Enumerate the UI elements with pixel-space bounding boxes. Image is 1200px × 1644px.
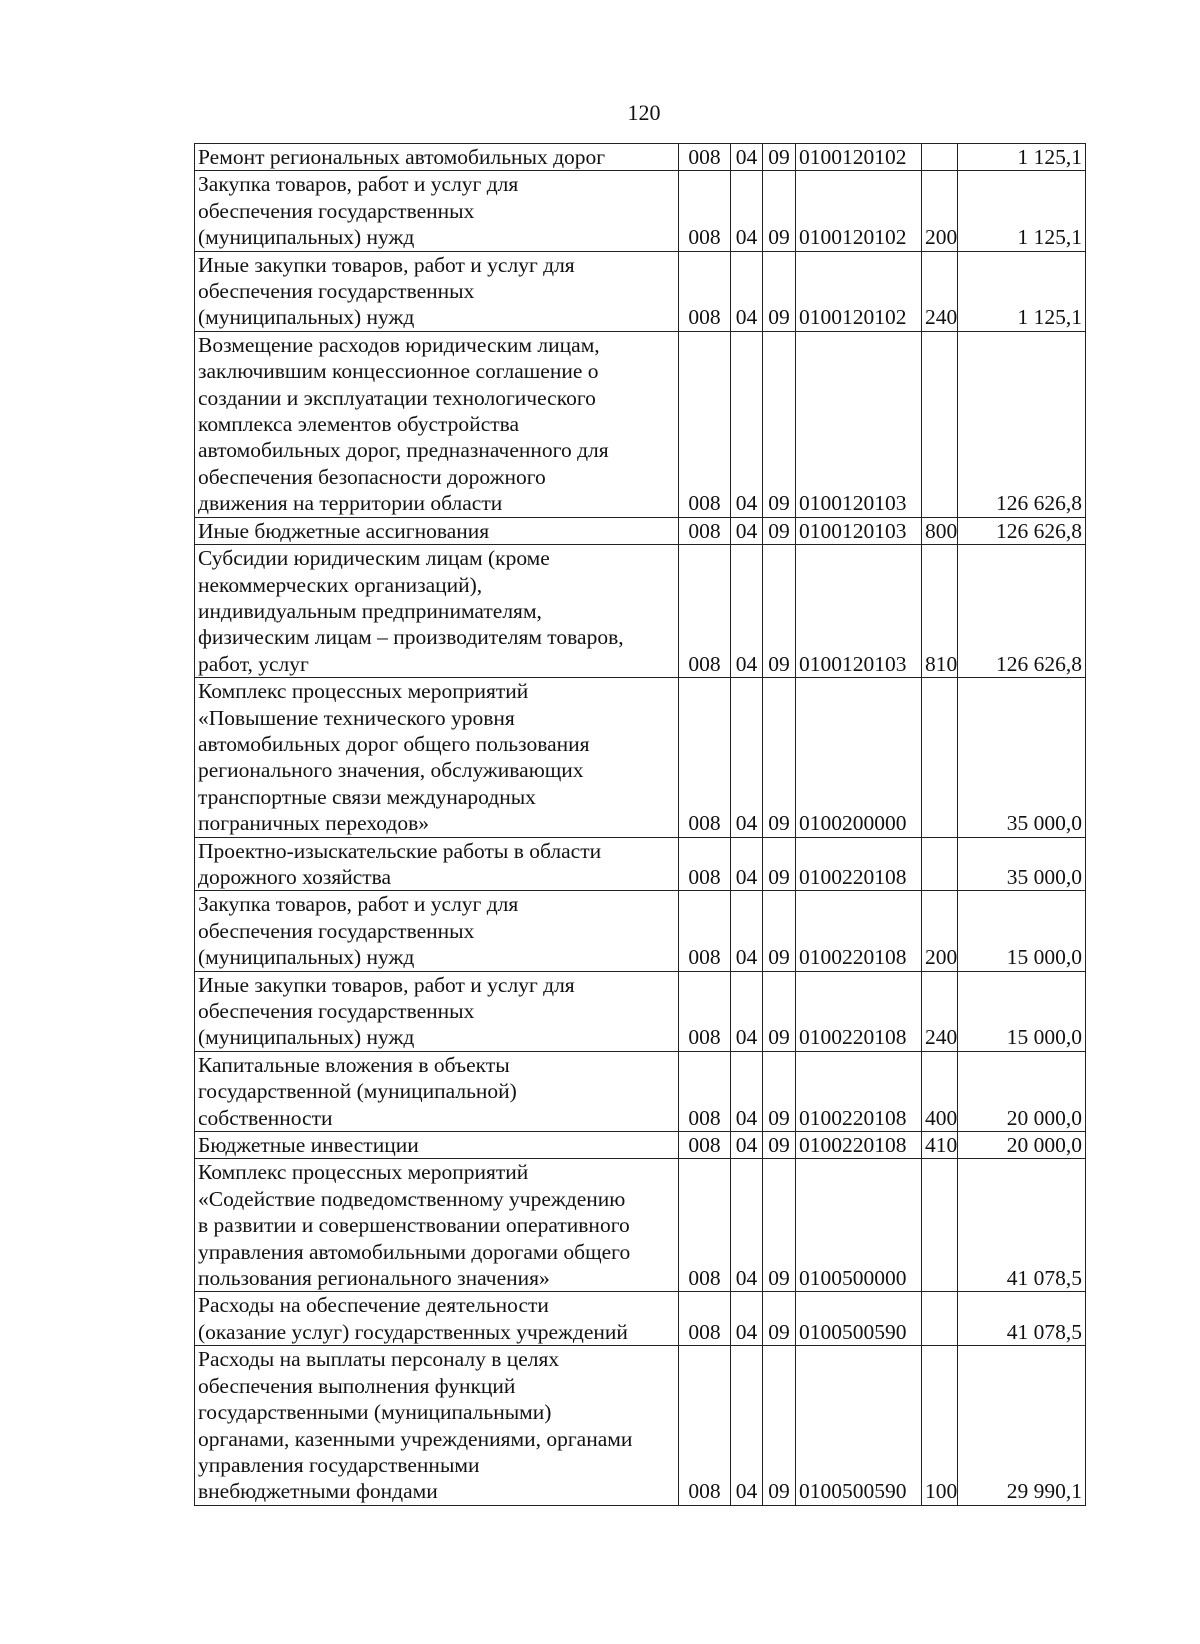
table-row: [195, 1051, 1086, 1131]
ministry-code-cell: 008: [679, 1132, 731, 1159]
budget-table-body: [195, 144, 1086, 1506]
table-row: [195, 171, 1086, 251]
ministry-code-cell: 008: [679, 891, 731, 971]
expense-name-line: (муниципальных) нужд: [198, 225, 415, 250]
section-code-cell: 04: [731, 971, 763, 1051]
target-article-cell: 0100120103: [796, 545, 922, 678]
expense-name-line: государственными (муниципальными): [198, 1400, 552, 1425]
section-code-cell: 04: [731, 251, 763, 331]
amount-cell: 41 078,5: [958, 1292, 1086, 1346]
amount-cell: 20 000,0: [958, 1051, 1086, 1131]
expense-name-cell: [195, 171, 679, 251]
expense-name-cell: [195, 1292, 679, 1346]
table-row: [195, 971, 1086, 1051]
expense-name-line: обеспечения государственных: [198, 999, 475, 1023]
expense-name-cell: [195, 1159, 679, 1292]
ministry-code-cell: 008: [679, 545, 731, 678]
target-article-cell: 0100120103: [796, 517, 922, 544]
expense-name-cell: [195, 144, 679, 171]
amount-cell: 15 000,0: [958, 891, 1086, 971]
expense-type-cell: 410: [922, 1132, 958, 1159]
page-number: 120: [627, 100, 661, 125]
expense-name-line: комплекса элементов обустройства: [198, 412, 520, 437]
target-article-cell: 0100500000: [796, 1159, 922, 1292]
target-article-cell: 0100500590: [796, 1292, 922, 1346]
expense-type-cell: 100: [922, 1346, 958, 1505]
amount-cell: 126 626,8: [958, 331, 1086, 517]
table-row: [195, 331, 1086, 517]
expense-type-cell: [922, 837, 958, 891]
section-code-cell: 04: [731, 1159, 763, 1292]
expense-type-cell: 400: [922, 1051, 958, 1131]
table-row: [195, 1159, 1086, 1292]
table-row: [195, 1292, 1086, 1346]
expense-name-cell: [195, 331, 679, 517]
expense-name-line: Комплекс процессных мероприятий: [198, 1160, 529, 1185]
expense-name-line: Иные бюджетные ассигнования: [198, 518, 490, 543]
target-article-cell: 0100120102: [796, 251, 922, 331]
expense-name-line: Бюджетные инвестиции: [198, 1133, 419, 1158]
expense-name-cell: [195, 251, 679, 331]
subsection-code-cell: 09: [763, 1346, 796, 1505]
expense-name-line: регионального значения, обслуживающих: [198, 758, 584, 783]
expense-name-cell: [195, 1051, 679, 1131]
expense-name-line: заключившим концессионное соглашение о: [198, 359, 599, 384]
expense-name-line: обеспечения государственных: [198, 279, 475, 304]
table-row: [195, 1132, 1086, 1159]
expense-type-cell: [922, 1292, 958, 1346]
table-row: [195, 1346, 1086, 1505]
section-code-cell: 04: [731, 678, 763, 837]
expense-name-line: создании и эксплуатации технологического: [198, 385, 596, 410]
ministry-code-cell: 008: [679, 837, 731, 891]
subsection-code-cell: 09: [763, 1051, 796, 1131]
table-row: [195, 837, 1086, 891]
expense-name-line: Ремонт региональных автомобильных дорог: [198, 145, 606, 169]
subsection-code-cell: 09: [763, 891, 796, 971]
ministry-code-cell: 008: [679, 1159, 731, 1292]
target-article-cell: 0100120102: [796, 144, 922, 171]
target-article-cell: 0100220108: [796, 1132, 922, 1159]
expense-name-line: (оказание услуг) государственных учреждений: [198, 1319, 628, 1344]
expense-name-line: работ, услуг: [198, 651, 309, 676]
amount-cell: 126 626,8: [958, 517, 1086, 544]
target-article-cell: 0100220108: [796, 891, 922, 971]
expense-type-cell: 200: [922, 891, 958, 971]
expense-name-line: Субсидии юридическим лицам (кроме: [198, 546, 550, 571]
target-article-cell: 0100120103: [796, 331, 922, 517]
subsection-code-cell: 09: [763, 171, 796, 251]
amount-cell: 126 626,8: [958, 545, 1086, 678]
subsection-code-cell: 09: [763, 144, 796, 171]
table-row: [195, 517, 1086, 544]
amount-cell: 35 000,0: [958, 678, 1086, 837]
expense-type-cell: 810: [922, 545, 958, 678]
expense-name-line: индивидуальным предпринимателям,: [198, 598, 542, 623]
expense-name-line: органами, казенными учреждениями, органами: [198, 1426, 633, 1451]
expense-name-line: физическим лицам – производителям товаров,: [198, 625, 624, 650]
expense-name-cell: [195, 517, 679, 544]
expense-name-line: обеспечения государственных: [198, 198, 475, 223]
amount-cell: 1 125,1: [958, 171, 1086, 251]
expense-name-line: (муниципальных) нужд: [198, 945, 415, 970]
target-article-cell: 0100220108: [796, 1051, 922, 1131]
target-article-cell: 0100220108: [796, 837, 922, 891]
target-article-cell: 0100120102: [796, 171, 922, 251]
expense-name-line: «Повышение технического уровня: [198, 705, 515, 730]
expense-name-line: Расходы на обеспечение деятельности: [198, 1293, 549, 1318]
amount-cell: 29 990,1: [958, 1346, 1086, 1505]
ministry-code-cell: 008: [679, 1051, 731, 1131]
section-code-cell: 04: [731, 517, 763, 544]
table-row: [195, 251, 1086, 331]
expense-type-cell: [922, 144, 958, 171]
expense-name-line: Возмещение расходов юридическим лицам,: [198, 332, 600, 357]
ministry-code-cell: 008: [679, 1292, 731, 1346]
expense-type-cell: 200: [922, 171, 958, 251]
subsection-code-cell: 09: [763, 1132, 796, 1159]
amount-cell: 15 000,0: [958, 971, 1086, 1051]
ministry-code-cell: 008: [679, 251, 731, 331]
section-code-cell: 04: [731, 1132, 763, 1159]
expense-name-line: обеспечения безопасности дорожного: [198, 464, 546, 489]
expense-name-line: внебюджетными фондами: [198, 1479, 438, 1504]
subsection-code-cell: 09: [763, 251, 796, 331]
subsection-code-cell: 09: [763, 545, 796, 678]
expense-type-cell: [922, 678, 958, 837]
expense-name-line: автомобильных дорог общего пользования: [198, 731, 590, 756]
expense-name-line: управления государственными: [198, 1452, 480, 1477]
amount-cell: 20 000,0: [958, 1132, 1086, 1159]
expense-name-line: Закупка товаров, работ и услуг для: [198, 892, 519, 917]
expense-name-cell: [195, 1132, 679, 1159]
expense-name-line: обеспечения государственных: [198, 918, 475, 943]
subsection-code-cell: 09: [763, 837, 796, 891]
section-code-cell: 04: [731, 1292, 763, 1346]
expense-name-line: Капитальные вложения в объекты: [198, 1052, 510, 1077]
expense-type-cell: 800: [922, 517, 958, 544]
expense-name-line: некоммерческих организаций),: [198, 572, 483, 597]
expense-name-cell: [195, 891, 679, 971]
section-code-cell: 04: [731, 837, 763, 891]
section-code-cell: 04: [731, 331, 763, 517]
expense-name-line: Расходы на выплаты персоналу в целях: [198, 1347, 560, 1372]
expense-name-line: (муниципальных) нужд: [198, 1025, 415, 1050]
ministry-code-cell: 008: [679, 678, 731, 837]
subsection-code-cell: 09: [763, 331, 796, 517]
subsection-code-cell: 09: [763, 517, 796, 544]
expense-name-line: собственности: [198, 1105, 333, 1130]
expense-name-cell: [195, 678, 679, 837]
expense-type-cell: 240: [922, 971, 958, 1051]
expense-name-line: Проектно-изыскательские работы в области: [198, 838, 602, 863]
expense-name-line: автомобильных дорог, предназначенного для: [198, 438, 609, 463]
subsection-code-cell: 09: [763, 678, 796, 837]
expense-name-cell: [195, 837, 679, 891]
expense-name-cell: [195, 1346, 679, 1505]
ministry-code-cell: 008: [679, 1346, 731, 1505]
subsection-code-cell: 09: [763, 971, 796, 1051]
ministry-code-cell: 008: [679, 517, 731, 544]
expense-name-line: Закупка товаров, работ и услуг для: [198, 172, 519, 197]
expense-name-line: пользования регионального значения»: [198, 1266, 550, 1291]
budget-table: [194, 143, 1086, 1506]
ministry-code-cell: 008: [679, 971, 731, 1051]
expense-name-line: движения на территории области: [198, 491, 503, 516]
expense-name-line: обеспечения выполнения функций: [198, 1373, 516, 1398]
expense-type-cell: [922, 331, 958, 517]
amount-cell: 1 125,1: [958, 251, 1086, 331]
section-code-cell: 04: [731, 171, 763, 251]
expense-name-line: транспортные связи международных: [198, 784, 536, 809]
amount-cell: 41 078,5: [958, 1159, 1086, 1292]
table-row: [195, 144, 1086, 171]
ministry-code-cell: 008: [679, 171, 731, 251]
expense-type-cell: [922, 1159, 958, 1292]
amount-cell: 35 000,0: [958, 837, 1086, 891]
expense-name-line: пограничных переходов»: [198, 811, 429, 836]
expense-name-line: Иные закупки товаров, работ и услуг для: [198, 252, 575, 277]
section-code-cell: 04: [731, 144, 763, 171]
expense-name-line: дорожного хозяйства: [198, 864, 392, 889]
expense-name-cell: [195, 545, 679, 678]
expense-name-line: в развитии и совершенствовании оперативного: [198, 1213, 630, 1238]
target-article-cell: 0100200000: [796, 678, 922, 837]
table-row: [195, 891, 1086, 971]
expense-name-line: «Содействие подведомственному учреждению: [198, 1186, 626, 1211]
expense-name-cell: [195, 971, 679, 1051]
expense-name-line: государственной (муниципальной): [198, 1079, 517, 1104]
expense-name-line: Иные закупки товаров, работ и услуг для: [198, 972, 575, 997]
expense-name-line: (муниципальных) нужд: [198, 305, 415, 330]
ministry-code-cell: 008: [679, 144, 731, 171]
section-code-cell: 04: [731, 545, 763, 678]
section-code-cell: 04: [731, 1051, 763, 1131]
amount-cell: 1 125,1: [958, 144, 1086, 171]
expense-name-line: управления автомобильными дорогами общего: [198, 1239, 631, 1264]
subsection-code-cell: 09: [763, 1292, 796, 1346]
subsection-code-cell: 09: [763, 1159, 796, 1292]
table-row: [195, 678, 1086, 837]
target-article-cell: 0100220108: [796, 971, 922, 1051]
ministry-code-cell: 008: [679, 331, 731, 517]
expense-name-line: Комплекс процессных мероприятий: [198, 679, 529, 704]
expense-type-cell: 240: [922, 251, 958, 331]
section-code-cell: 04: [731, 1346, 763, 1505]
table-row: [195, 545, 1086, 678]
target-article-cell: 0100500590: [796, 1346, 922, 1505]
section-code-cell: 04: [731, 891, 763, 971]
